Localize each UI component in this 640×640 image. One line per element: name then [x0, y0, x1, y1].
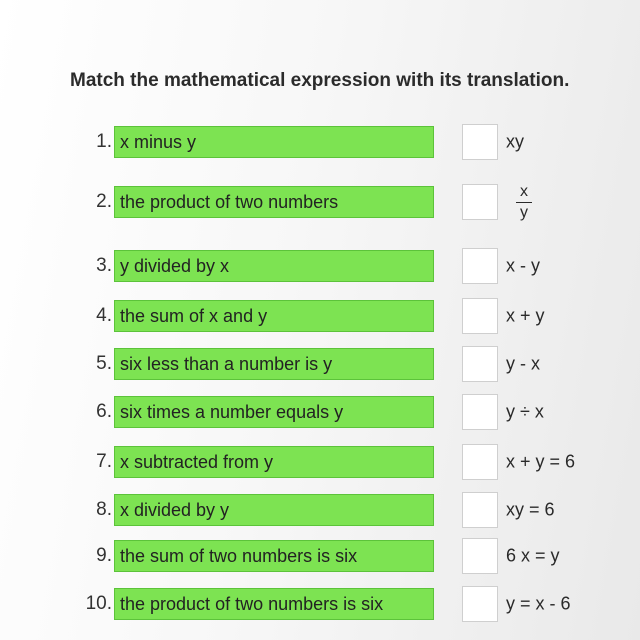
row-number: 8.	[96, 499, 112, 520]
match-row-8	[0, 490, 640, 530]
answer-tile[interactable]: x divided by y	[114, 494, 434, 526]
drop-target-box[interactable]	[462, 538, 498, 574]
row-number: 5.	[96, 353, 112, 374]
answer-tile[interactable]: y divided by x	[114, 250, 434, 282]
answer-tile[interactable]: x minus y	[114, 126, 434, 158]
match-row-4	[0, 296, 640, 336]
drop-target-box[interactable]	[462, 586, 498, 622]
match-row-6	[0, 392, 640, 432]
row-number: 10.	[85, 593, 112, 614]
match-row-9	[0, 536, 640, 576]
answer-tile[interactable]: six less than a number is y	[114, 348, 434, 380]
row-number: 3.	[96, 255, 112, 276]
expression-label: x + y	[506, 305, 545, 326]
drop-target-box[interactable]	[462, 184, 498, 220]
question-title: Match the mathematical expression with its translation.	[70, 70, 570, 91]
row-number: 2.	[96, 191, 112, 212]
expression-label: xy	[506, 131, 524, 152]
match-row-3	[0, 246, 640, 286]
fraction-bar	[516, 202, 532, 203]
drop-target-box[interactable]	[462, 444, 498, 480]
row-number: 7.	[96, 451, 112, 472]
answer-tile[interactable]: the sum of two numbers is six	[114, 540, 434, 572]
match-row-1	[0, 122, 640, 162]
drop-target-box[interactable]	[462, 248, 498, 284]
answer-tile[interactable]: the product of two numbers is six	[114, 588, 434, 620]
expression-label: x + y = 6	[506, 451, 576, 472]
drop-target-box[interactable]	[462, 124, 498, 160]
fraction-denominator: y	[520, 204, 528, 221]
match-row-10	[0, 584, 640, 624]
row-number: 9.	[96, 545, 112, 566]
drop-target-box[interactable]	[462, 394, 498, 430]
match-row-5	[0, 344, 640, 384]
drop-target-box[interactable]	[462, 492, 498, 528]
answer-tile[interactable]: the sum of x and y	[114, 300, 434, 332]
row-number: 6.	[96, 401, 112, 422]
expression-label: 6 x = y	[506, 545, 560, 566]
row-number: 1.	[96, 131, 112, 152]
match-row-2	[0, 182, 640, 222]
answer-tile[interactable]: six times a number equals y	[114, 396, 434, 428]
expression-label: y ÷ x	[506, 401, 544, 422]
row-number: 4.	[96, 305, 112, 326]
expression-label: x - y	[506, 255, 540, 276]
match-row-7	[0, 442, 640, 482]
answer-tile[interactable]: x subtracted from y	[114, 446, 434, 478]
fraction-numerator: x	[520, 183, 528, 200]
expression-fraction	[516, 184, 532, 221]
drop-target-box[interactable]	[462, 298, 498, 334]
expression-label: y = x - 6	[506, 593, 571, 614]
expression-label: y - x	[506, 353, 540, 374]
answer-tile[interactable]: the product of two numbers	[114, 186, 434, 218]
expression-label: xy = 6	[506, 499, 555, 520]
drop-target-box[interactable]	[462, 346, 498, 382]
